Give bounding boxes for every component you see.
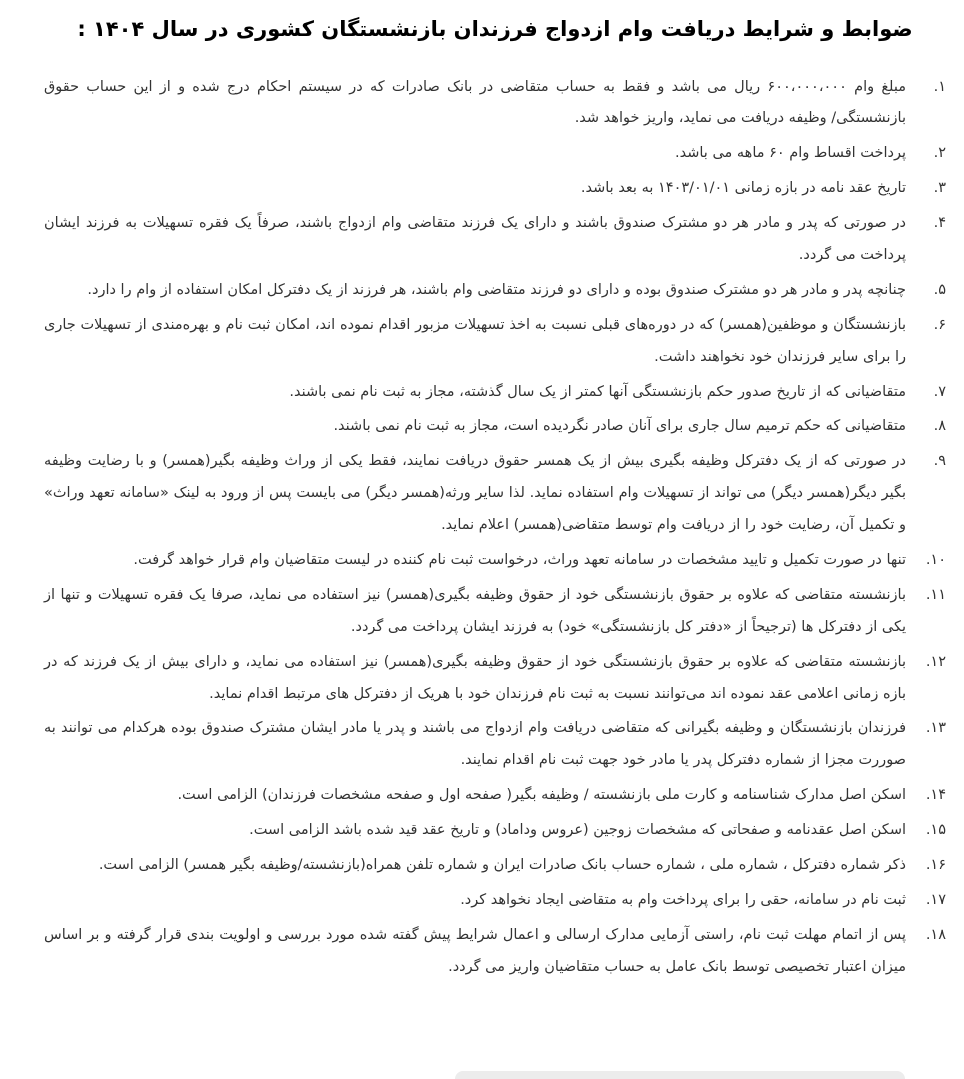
item-number: ۱۵.: [925, 822, 946, 839]
list-item: [44, 815, 946, 847]
list-item: [44, 72, 946, 136]
item-text: بازنشستگان و موظفین(همسر) که در دوره‌های قبلی نسبت به اخذ تسهیلات مزبور اقدام نموده اند، امکان ثبت نام و بهره‌مندی از تسهیلات جاری را برای سایر فرزندان خود نخواهند داشت.: [44, 316, 906, 365]
list-item: [44, 713, 946, 777]
item-text: فرزندان بازنشستگان و وظیفه بگیرانی که متقاضی دریافت وام ازدواج می باشند و پدر یا مادر ایشان مشترک صندوق بوده هرکدام می توانند به صوررت مجزا از شماره دفترکل پدر یا مادر خود جهت ثبت نام اقدام نمایند.: [44, 720, 906, 769]
item-number: ۱۸.: [925, 926, 946, 943]
list-item: [44, 310, 946, 374]
item-text: اسکن اصل عقدنامه و صفحاتی که مشخصات زوجین (عروس وداماد) و تاریخ عقد قید شده باشد الزامی است.: [249, 822, 906, 839]
conditions-list: [44, 72, 946, 984]
list-item: [44, 173, 946, 205]
list-item: [44, 780, 946, 812]
list-item: [44, 377, 946, 409]
list-item: [44, 545, 946, 577]
item-number: ۱۲.: [925, 653, 946, 670]
item-number: ۷.: [933, 383, 946, 400]
item-number: ۱۶.: [925, 856, 946, 873]
item-text: تاریخ عقد نامه در بازه زمانی ۱۴۰۳/۰۱/۰۱ به بعد باشد.: [580, 180, 906, 197]
bottom-partial-bar: [455, 1071, 905, 1079]
item-number: ۱۷.: [925, 891, 946, 908]
item-number: ۱.: [933, 78, 946, 95]
item-number: ۹.: [933, 453, 946, 470]
item-text: متقاضیانی که حکم ترمیم سال جاری برای آنان صادر نگردیده است، مجاز به ثبت نام نمی باشند.: [333, 418, 906, 435]
item-text: پرداخت اقساط وام ۶۰ ماهه می باشد.: [675, 145, 906, 162]
item-text: ذکر شماره دفترکل ، شماره ملی ، شماره حساب بانک صادرات ایران و شماره تلفن همراه(بازنشسته/وظیفه بگیر همسر) الزامی است.: [98, 856, 906, 873]
item-number: ۱۴.: [925, 787, 946, 804]
item-text: ثبت نام در سامانه، حقی را برای پرداخت وام به متقاضی ایجاد نخواهد کرد.: [460, 891, 906, 908]
list-item: [44, 446, 946, 542]
item-text: در صورتی که پدر و مادر هر دو مشترک صندوق باشند و دارای یک فرزند متقاضی وام ازدواج باشند، صرفاً یک فقره تسهیلات به فرزند ایشان پرداخت می گردد.: [44, 215, 906, 263]
item-text: اسکن اصل مدارک شناسنامه و کارت ملی بازنشسته / وظیفه بگیر( صفحه اول و صفحه مشخصات فرزندان) الزامی است.: [177, 787, 906, 804]
page-title: ضوابط و شرایط دریافت وام ازدواج فرزندان بازنشستگان کشوری در سال ۱۴۰۴ :: [77, 17, 913, 41]
item-text: در صورتی که از یک دفترکل وظیفه بگیری بیش از یک همسر حقوق دریافت نمایند، فقط یکی از وراث وظیفه بگیر(همسر) و با رضایت وظیفه بگیر دیگر(همسر دیگر) می تواند از تسهیلات وام استفاده نماید. لذا سایر ورثه(همسر دیگر) می بایست پس از ورود به لینک «سامانه تعهد وراث» و تکمیل آن، رضایت خود را از دریافت وام توسط متقاضی(همسر) اعلام نماید.: [44, 453, 906, 534]
list-item: [44, 208, 946, 272]
list-item: [44, 580, 946, 644]
item-number: ۶.: [933, 316, 946, 333]
item-number: ۵.: [933, 281, 946, 298]
item-number: ۸.: [933, 418, 946, 435]
list-item: [44, 885, 946, 917]
item-number: ۲.: [933, 145, 946, 162]
item-text: تنها در صورت تکمیل و تایید مشخصات در سامانه تعهد وراث، درخواست ثبت نام کننده در لیست متقاضیان وام قرار خواهد گرفت.: [133, 551, 906, 568]
item-number: ۱۳.: [925, 720, 946, 737]
item-text: مبلغ وام ۶۰۰،۰۰۰،۰۰۰ ریال می باشد و فقط به حساب متقاضی در بانک صادرات که در سیستم احکام درج شده و از این حساب حقوق بازنشستگی/ وظیفه دریافت می نماید، واریز خواهد شد.: [44, 78, 906, 127]
item-text: چنانچه پدر و مادر هر دو مشترک صندوق بوده و دارای دو فرزند متقاضی وام باشند، هر فرزند از یک دفترکل امکان استفاده از وام را دارد.: [87, 281, 906, 298]
list-item: [44, 411, 946, 443]
item-text: بازنشسته متقاضی که علاوه بر حقوق بازنشستگی خود از حقوق وظیفه بگیری(همسر) نیز استفاده می نماید، صرفا یک فقره تسهیلات و تنها از یکی از دفترکل ها (ترجیحاً از «دفتر کل بازنشستگی» خود) به فرزند ایشان پرداخت می گردد.: [44, 586, 906, 635]
item-text: متقاضیانی که از تاریخ صدور حکم بازنشستگی آنها کمتر از یک سال گذشته، مجاز به ثبت نام نمی باشند.: [289, 383, 906, 400]
item-text: بازنشسته متقاضی که علاوه بر حقوق بازنشستگی خود از حقوق وظیفه بگیری(همسر) نیز استفاده می نماید، و دارای بیش از یک فرزند که در بازه زمانی اعلامی عقد نموده اند می‌توانند نسبت به ثبت نام فرزندان خود با هریک از دفترکل های مرتبط اقدام نماید.: [44, 653, 906, 702]
item-number: ۴.: [933, 215, 946, 232]
list-item: [44, 850, 946, 882]
list-item: [44, 920, 946, 984]
list-item: [44, 138, 946, 170]
item-number: ۱۱.: [925, 586, 946, 603]
list-item: [44, 647, 946, 711]
item-text: پس از اتمام مهلت ثبت نام، راستی آزمایی مدارک ارسالی و اعمال شرایط پیش گفته شده مورد بررسی و اولویت بندی قرار گرفته و بر اساس میزان اعتبار تخصیصی توسط بانک عامل به حساب متقاضیان واریز می گردد.: [44, 926, 906, 975]
list-item: [44, 275, 946, 307]
item-number: ۱۰.: [925, 551, 946, 568]
item-number: ۳.: [933, 180, 946, 197]
